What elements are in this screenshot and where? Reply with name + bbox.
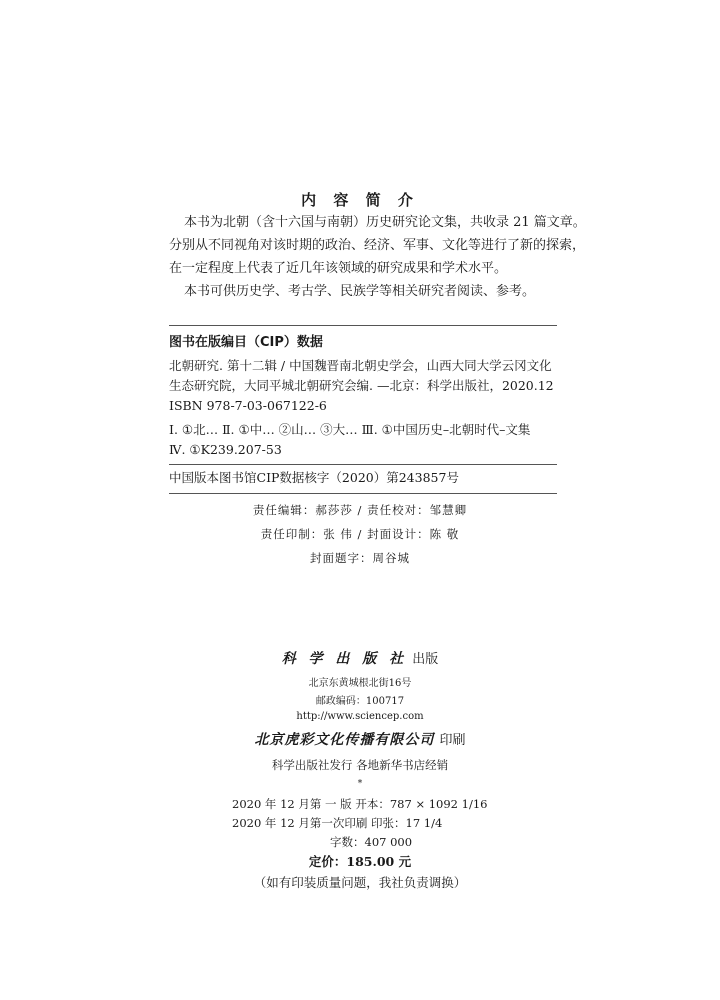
cip-verification: 中国版本图书馆CIP数据核字（2020）第243857号 (169, 470, 459, 485)
printer-name: 北京虎彩文化传播有限公司 (254, 732, 435, 748)
summary-title: 内 容 简 介 (301, 191, 419, 209)
publisher-url: http://www.sciencep.com (296, 711, 424, 722)
publisher-suffix: 出版 (412, 652, 439, 667)
credit-cover-calligraphy: 封面题字：周谷城 (310, 551, 410, 565)
summary-line-3: 在一定程度上代表了近几年该领域的研究成果和学术水平。 (169, 261, 508, 276)
divider-middle (169, 464, 557, 465)
printer-suffix: 印刷 (439, 733, 466, 748)
publisher-line (0, 648, 720, 668)
summary-line-2: 分别从不同视角对该时期的政治、经济、军事、文化等进行了新的探索， (169, 238, 586, 253)
divider-top (169, 325, 557, 326)
divider-bottom (169, 493, 557, 494)
price: 定价：185.00 元 (308, 854, 412, 869)
summary-line-4: 本书可供历史学、考古学、民族学等相关研究者阅读、参考。 (184, 284, 536, 299)
publisher-name: 科 学 出 版 社 (281, 651, 408, 667)
distribution-line: 科学出版社发行 各地新华书店经销 (271, 758, 449, 772)
summary-line-1: 本书为北朝（含十六国与南朝）历史研究论文集，共收录 21 篇文章。 (184, 215, 586, 230)
credit-editors: 责任编辑：郝莎莎 / 责任校对：邹慧卿 (252, 503, 468, 517)
edition-line: 2020 年 12 月第 一 版 开本：787 × 1092 1/16 (232, 797, 488, 811)
cip-class-line-1: Ⅰ. ①北… Ⅱ. ①中… ②山… ③大… Ⅲ. ①中国历史–北朝时代–文集 (169, 422, 531, 437)
marker-asterisk: * (357, 779, 363, 789)
cip-class-line-2: Ⅳ. ①K239.207-53 (169, 442, 282, 457)
cip-heading: 图书在版编目（CIP）数据 (169, 335, 323, 350)
publisher-address: 北京东黄城根北街16号 (308, 678, 412, 689)
word-count: 字数：407 000 (330, 835, 413, 849)
printing-line: 2020 年 12 月第一次印刷 印张：17 1/4 (232, 816, 443, 830)
quality-notice: （如有印装质量问题，我社负责调换） (253, 875, 467, 890)
publisher-postcode: 邮政编码：100717 (315, 696, 405, 707)
cip-line-1: 北朝研究. 第十二辑 / 中国魏晋南北朝史学会，山西大同大学云冈文化 (169, 358, 552, 373)
printer-line (0, 729, 720, 749)
cip-isbn: ISBN 978-7-03-067122-6 (169, 398, 327, 413)
cip-line-2: 生态研究院，大同平城北朝研究会编. —北京：科学出版社，2020.12 (169, 378, 554, 393)
credit-printing-cover: 责任印制：张 伟 / 封面设计：陈 敬 (260, 527, 460, 541)
